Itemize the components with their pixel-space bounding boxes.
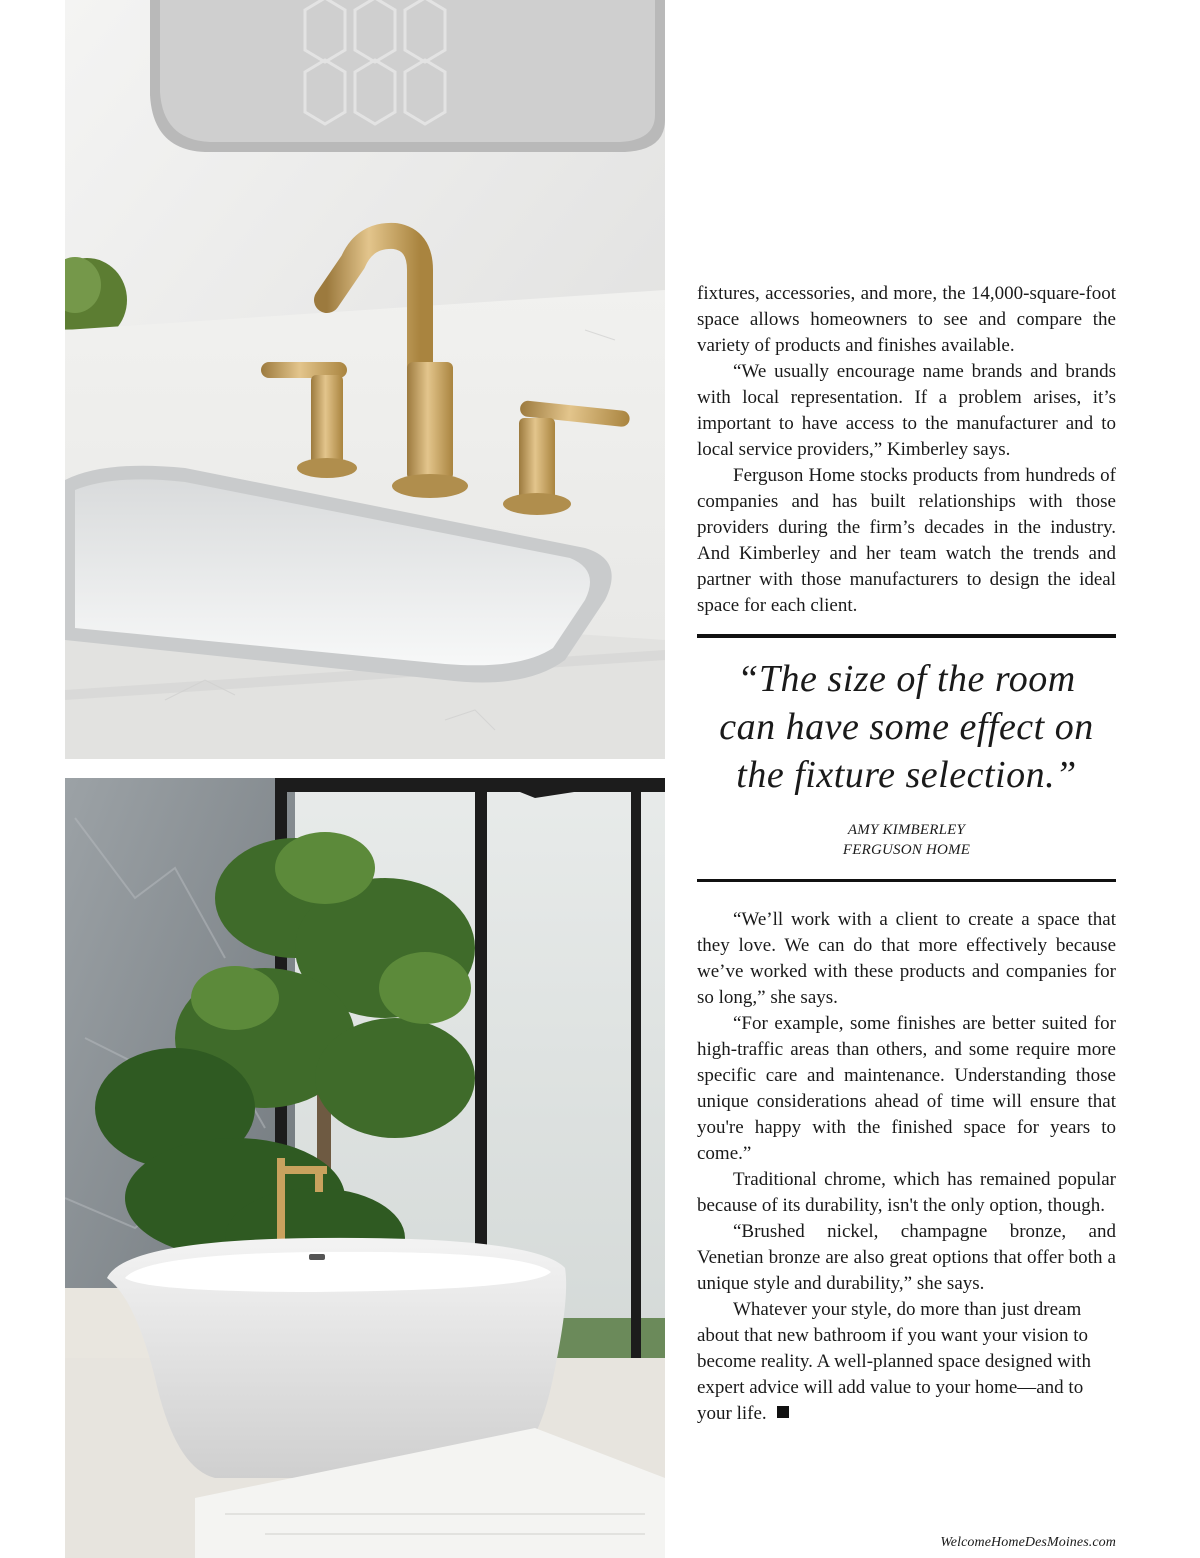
faucet-sink-photo [65, 0, 665, 759]
pull-quote-line: “The size of the room [737, 658, 1076, 700]
paragraph [697, 1297, 1116, 1427]
footer-website: WelcomeHomeDesMoines.com [940, 1535, 1116, 1550]
pull-quote-attribution [697, 820, 1116, 860]
pull-quote-bottom-rule [697, 879, 1116, 882]
article-closing [697, 907, 1116, 1427]
attribution-name: AMY KIMBERLEY [847, 822, 966, 838]
pull-quote-line: the fixture selection.” [736, 754, 1077, 796]
article-intro [697, 281, 1116, 619]
bathtub-photo [65, 778, 665, 1558]
pull-quote [697, 655, 1116, 799]
paragraph: fixtures, accessories, and more, the 14,000-square-foot space allows homeowners to see and compare the variety of products and finishes available. [697, 283, 1116, 356]
paragraph: Traditional chrome, which has remained popular because of its durability, isn't the only option, though. [697, 1169, 1116, 1216]
attribution-company: FERGUSON HOME [842, 842, 971, 858]
paragraph: “We usually encourage name brands and brands with local representation. If a problem arises, it’s important to have access to the manufacturer and to local service providers,” Kimberley says. [697, 361, 1116, 460]
paragraph: Ferguson Home stocks products from hundreds of companies and has built relationships with those providers during the firm’s decades in the industry. And Kimberley and her team watch the trends and partner with those manufacturers to design the ideal space for each client. [697, 465, 1116, 616]
paragraph: “For example, some finishes are better suited for high-traffic areas than others, and some require more specific care and maintenance. Understanding those unique considerations ahead of time will ensure that you're happy with the finished space for years to come.” [697, 1013, 1116, 1164]
final-paragraph-text: Whatever your style, do more than just dream about that new bathroom if you want your vision to become reality. A well-planned space designed with expert advice will add value to your home—and to your life. [697, 1299, 1091, 1424]
pull-quote-line: can have some effect on [719, 706, 1094, 748]
paragraph: “Brushed nickel, champagne bronze, and Venetian bronze are also great options that offer both a unique style and durability,” she says. [697, 1221, 1116, 1294]
paragraph: “We’ll work with a client to create a space that they love. We can do that more effectively because we’ve worked with these products and companies for so long,” she says. [697, 909, 1116, 1008]
pull-quote-top-rule [697, 634, 1116, 638]
end-of-article-square-icon [777, 1406, 789, 1418]
